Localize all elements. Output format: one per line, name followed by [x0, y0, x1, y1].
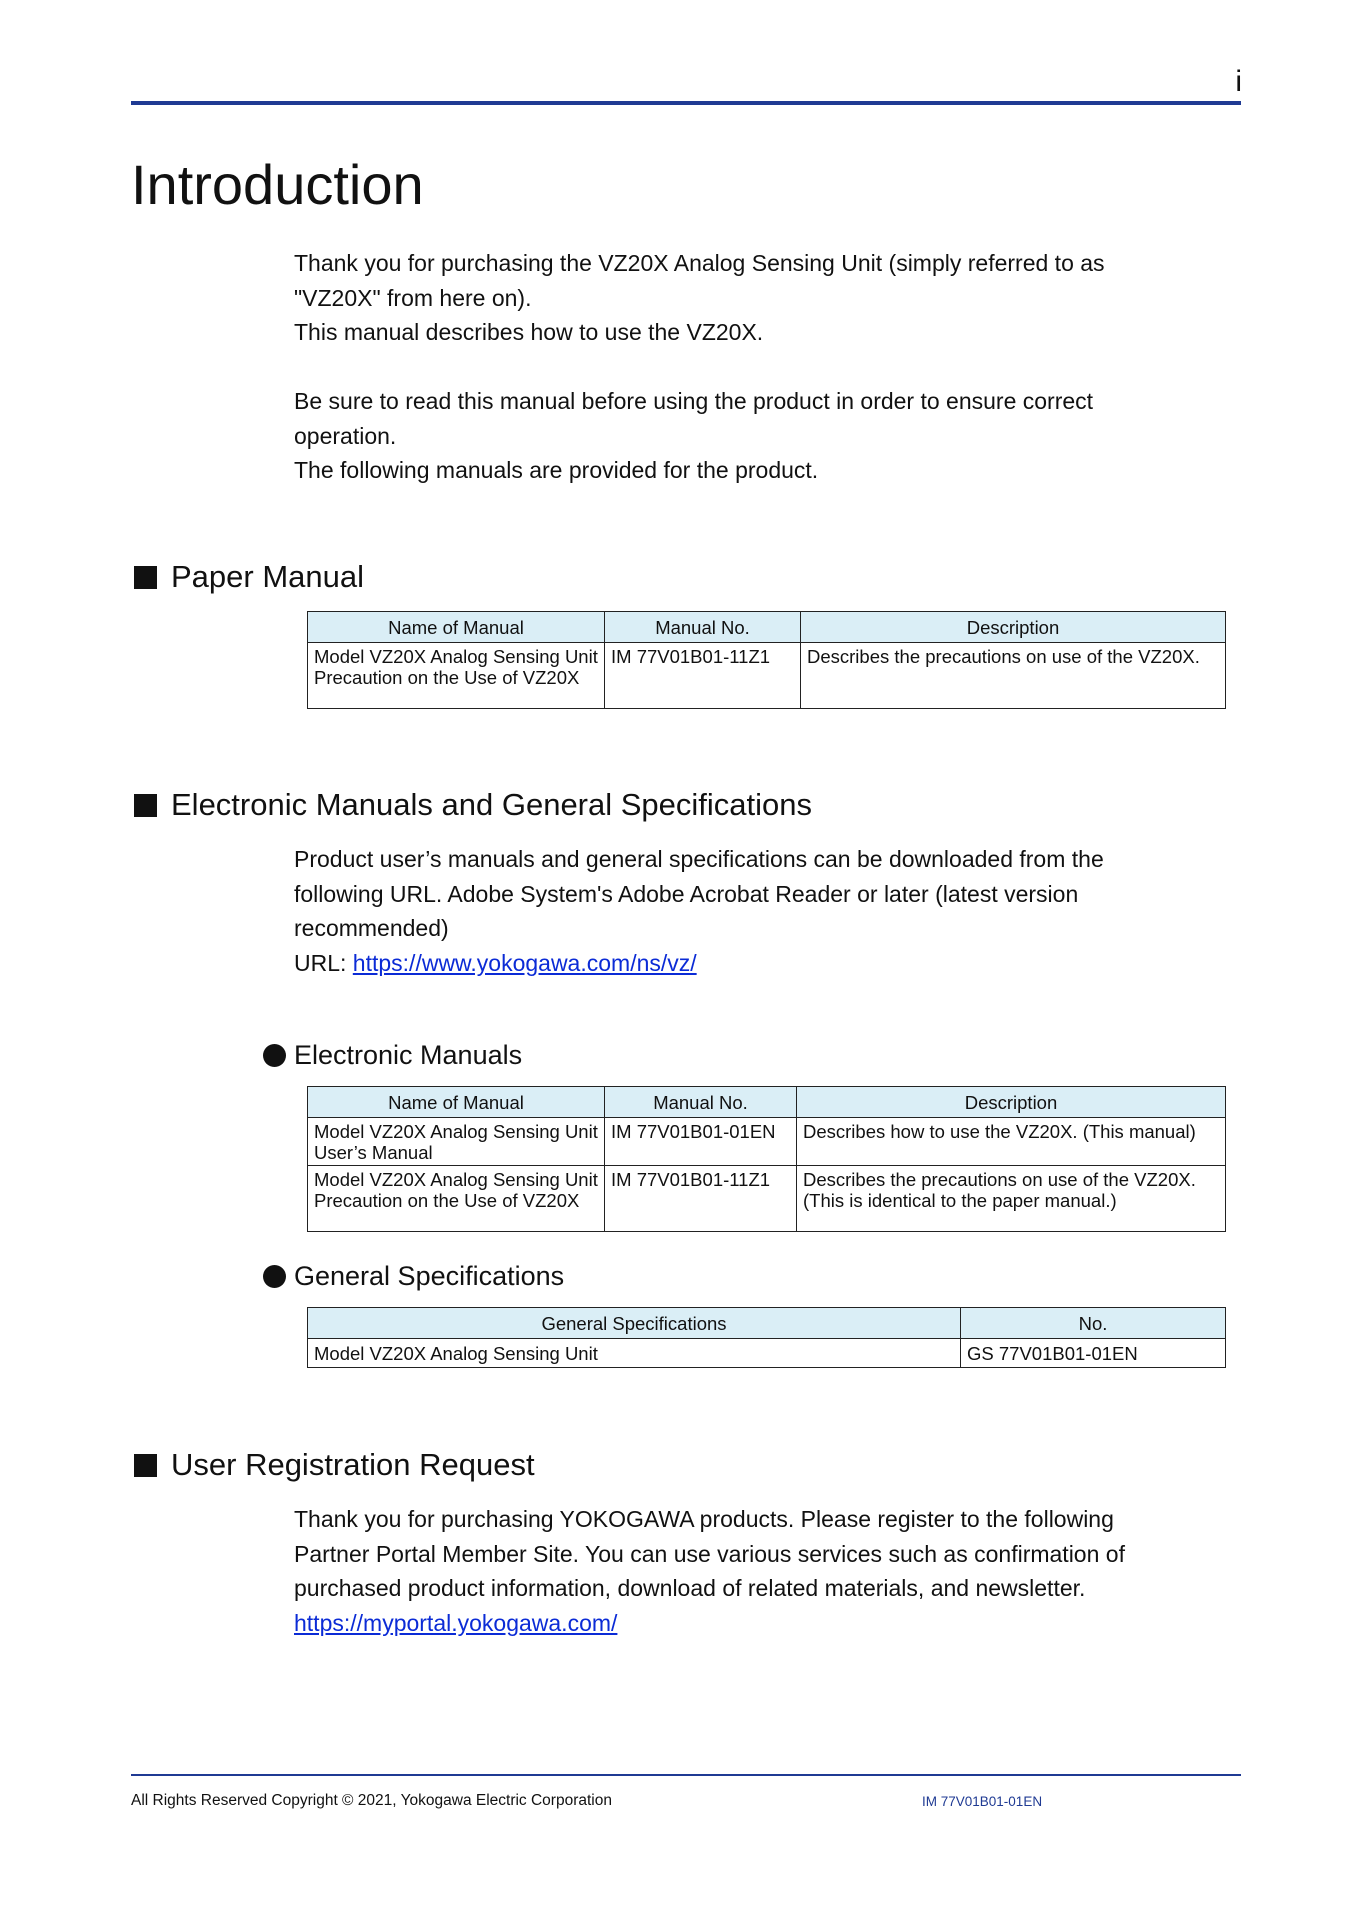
electronic-paragraph: [294, 842, 1224, 980]
manual-desc-cell: Describes the precautions on use of the VZ20X. (This is identical to the paper manual.): [797, 1166, 1226, 1232]
electronic-line: Product user’s manuals and general specifications can be downloaded from the: [294, 846, 1104, 872]
page-title: Introduction: [131, 153, 424, 216]
sub-heading-general-specs: [263, 1259, 564, 1293]
section-heading-label: Paper Manual: [171, 559, 365, 594]
footer-copyright: All Rights Reserved Copyright © 2021, Yokogawa Electric Corporation: [131, 1792, 612, 1809]
column-header: Description: [797, 1087, 1226, 1118]
column-header: No.: [961, 1308, 1226, 1339]
url-label: URL:: [294, 949, 353, 976]
table-header-row: [308, 1087, 1226, 1118]
paper-manual-table: [307, 611, 1226, 709]
manual-name-cell: Model VZ20X Analog Sensing Unit User’s Manual: [308, 1118, 605, 1166]
manual-desc-cell: Describes how to use the VZ20X. (This manual): [797, 1118, 1226, 1166]
section-heading-label: Electronic Manuals and General Specifications: [171, 787, 813, 822]
column-header: Name of Manual: [308, 1087, 605, 1118]
section-heading-registration: [134, 1446, 535, 1484]
electronic-line: following URL. Adobe System's Adobe Acrobat Reader or later (latest version: [294, 880, 1079, 907]
footer-rule: [131, 1774, 1241, 1776]
table-row: [308, 1118, 1226, 1166]
sub-heading-electronic-manuals: [263, 1038, 522, 1072]
section-heading-label: User Registration Request: [171, 1447, 535, 1482]
sub-heading-label: General Specifications: [294, 1261, 565, 1291]
registration-line: Partner Portal Member Site. You can use various services such as confirmation of: [294, 1540, 1125, 1567]
table-row: [308, 1339, 1226, 1368]
intro-line: Be sure to read this manual before using the product in order to ensure correct: [294, 388, 1094, 414]
table-header-row: [308, 1308, 1226, 1339]
manual-name-cell: Model VZ20X Analog Sensing Unit Precaution on the Use of VZ20X: [308, 1166, 605, 1232]
page-number: i: [1235, 65, 1242, 98]
registration-line: purchased product information, download of related materials, and newsletter.: [294, 1575, 1086, 1601]
footer-doc-number: IM 77V01B01-01EN: [922, 1794, 1043, 1809]
myportal-link[interactable]: https://myportal.yokogawa.com/: [294, 1609, 618, 1636]
table-row: [308, 643, 1226, 709]
spec-name-cell: Model VZ20X Analog Sensing Unit: [308, 1339, 961, 1368]
registration-line: Thank you for purchasing YOKOGAWA products. Please register to the following: [294, 1506, 1114, 1532]
intro-line: "VZ20X" from here on).: [294, 284, 532, 311]
intro-line: This manual describes how to use the VZ20X.: [294, 319, 764, 345]
column-header: Manual No.: [605, 1087, 797, 1118]
column-header: Description: [801, 612, 1226, 643]
yokogawa-manuals-link[interactable]: https://www.yokogawa.com/ns/vz/: [352, 949, 697, 976]
intro-line: Thank you for purchasing the VZ20X Analog Sensing Unit (simply referred to as: [294, 250, 1105, 276]
intro-line: operation.: [294, 422, 397, 449]
electronic-manuals-table: [307, 1086, 1226, 1232]
header-rule: [131, 101, 1241, 105]
electronic-line: recommended): [294, 915, 449, 941]
sub-heading-label: Electronic Manuals: [294, 1040, 523, 1070]
circle-bullet-icon: [263, 1044, 286, 1067]
section-heading-paper-manual: [134, 558, 364, 596]
intro-paragraph-2: [294, 384, 1224, 488]
column-header: Name of Manual: [308, 612, 605, 643]
manual-no-cell: IM 77V01B01-11Z1: [605, 1166, 797, 1232]
square-bullet-icon: [134, 566, 157, 589]
manual-name-cell: Model VZ20X Analog Sensing Unit Precaution on the Use of VZ20X: [308, 643, 605, 709]
registration-paragraph: [294, 1502, 1224, 1640]
intro-paragraph: [294, 246, 1224, 350]
url-line: [294, 946, 1224, 981]
column-header: Manual No.: [605, 612, 801, 643]
square-bullet-icon: [134, 794, 157, 817]
table-row: [308, 1166, 1226, 1232]
manual-desc-cell: Describes the precautions on use of the VZ20X.: [801, 643, 1226, 709]
url-line: [294, 1606, 1224, 1641]
column-header: General Specifications: [308, 1308, 961, 1339]
general-specs-table: [307, 1307, 1226, 1368]
circle-bullet-icon: [263, 1265, 286, 1288]
manual-no-cell: IM 77V01B01-01EN: [605, 1118, 797, 1166]
intro-line: The following manuals are provided for the product.: [294, 457, 819, 483]
manual-no-cell: IM 77V01B01-11Z1: [605, 643, 801, 709]
table-header-row: [308, 612, 1226, 643]
square-bullet-icon: [134, 1454, 157, 1477]
spec-no-cell: GS 77V01B01-01EN: [961, 1339, 1226, 1368]
section-heading-electronic: [134, 786, 812, 824]
